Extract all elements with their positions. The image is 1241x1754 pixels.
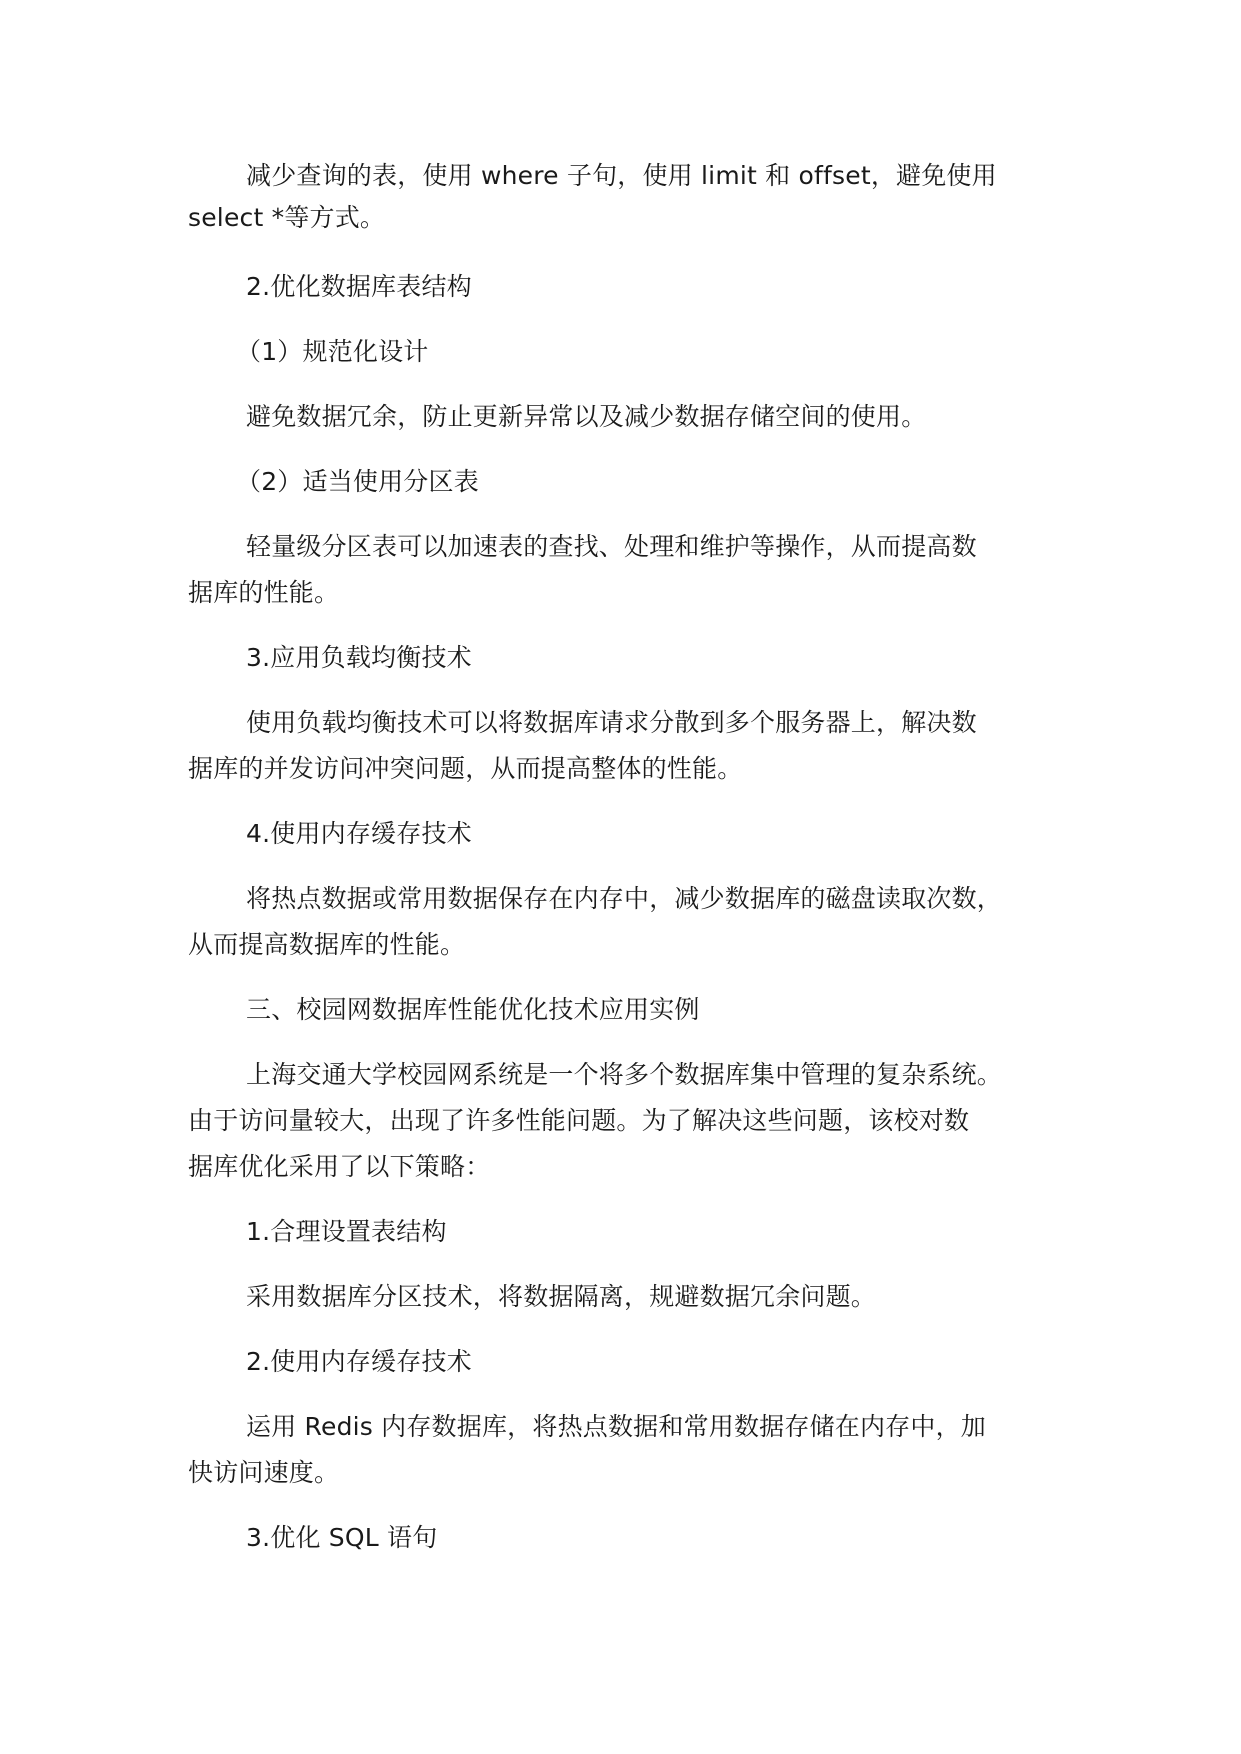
- paragraph-line: 快访问速度。: [188, 1458, 340, 1487]
- section-heading: [188, 1339, 1088, 1385]
- paragraph-line: 运用 Redis 内存数据库，将热点数据和常用数据存储在内存中，加: [246, 1412, 986, 1441]
- subsection-heading: [188, 329, 1088, 375]
- section-heading: [188, 987, 1088, 1033]
- paragraph-line: 据库优化采用了以下策略：: [188, 1152, 491, 1181]
- section-heading: [188, 635, 1088, 681]
- heading-text: 2.优化数据库表结构: [246, 272, 472, 301]
- heading-text: 2.使用内存缓存技术: [246, 1347, 472, 1376]
- paragraph: [188, 876, 1088, 968]
- heading-text: （2）适当使用分区表: [236, 467, 479, 496]
- paragraph-line: 轻量级分区表可以加速表的查找、处理和维护等操作，从而提高数: [246, 532, 977, 561]
- subsection-heading: [188, 459, 1088, 505]
- section-heading: [188, 1209, 1088, 1255]
- paragraph: [188, 700, 1088, 792]
- heading-text: 三、校园网数据库性能优化技术应用实例: [246, 995, 700, 1024]
- paragraph: [188, 153, 1088, 241]
- paragraph-line: 将热点数据或常用数据保存在内存中，减少数据库的磁盘读取次数，: [246, 884, 1003, 913]
- section-heading: [188, 1515, 1088, 1561]
- paragraph-line: 使用负载均衡技术可以将数据库请求分散到多个服务器上，解决数: [246, 708, 977, 737]
- paragraph-line: 从而提高数据库的性能。: [188, 930, 466, 959]
- heading-text: 3.优化 SQL 语句: [246, 1523, 438, 1552]
- section-heading: [188, 264, 1088, 310]
- paragraph-line: select *等方式。: [188, 203, 386, 232]
- paragraph-line: 避免数据冗余，防止更新异常以及减少数据存储空间的使用。: [246, 402, 927, 431]
- paragraph: [188, 524, 1088, 616]
- heading-text: 3.应用负载均衡技术: [246, 643, 472, 672]
- paragraph-line: 采用数据库分区技术，将数据隔离，规避数据冗余问题。: [246, 1282, 877, 1311]
- heading-text: 4.使用内存缓存技术: [246, 819, 472, 848]
- paragraph: [188, 1404, 1088, 1496]
- paragraph-line: 上海交通大学校园网系统是一个将多个数据库集中管理的复杂系统。: [246, 1060, 1003, 1089]
- section-heading: [188, 811, 1088, 857]
- paragraph-line: 据库的性能。: [188, 578, 340, 607]
- paragraph-line: 由于访问量较大，出现了许多性能问题。为了解决这些问题，该校对数: [188, 1106, 970, 1135]
- paragraph: [188, 394, 1088, 440]
- paragraph-line: 据库的并发访问冲突问题，从而提高整体的性能。: [188, 754, 743, 783]
- paragraph: [188, 1052, 1088, 1190]
- heading-text: （1）规范化设计: [236, 337, 429, 366]
- paragraph: [188, 1274, 1088, 1320]
- heading-text: 1.合理设置表结构: [246, 1217, 447, 1246]
- paragraph-line: 减少查询的表，使用 where 子句，使用 limit 和 offset，避免使用: [246, 161, 997, 190]
